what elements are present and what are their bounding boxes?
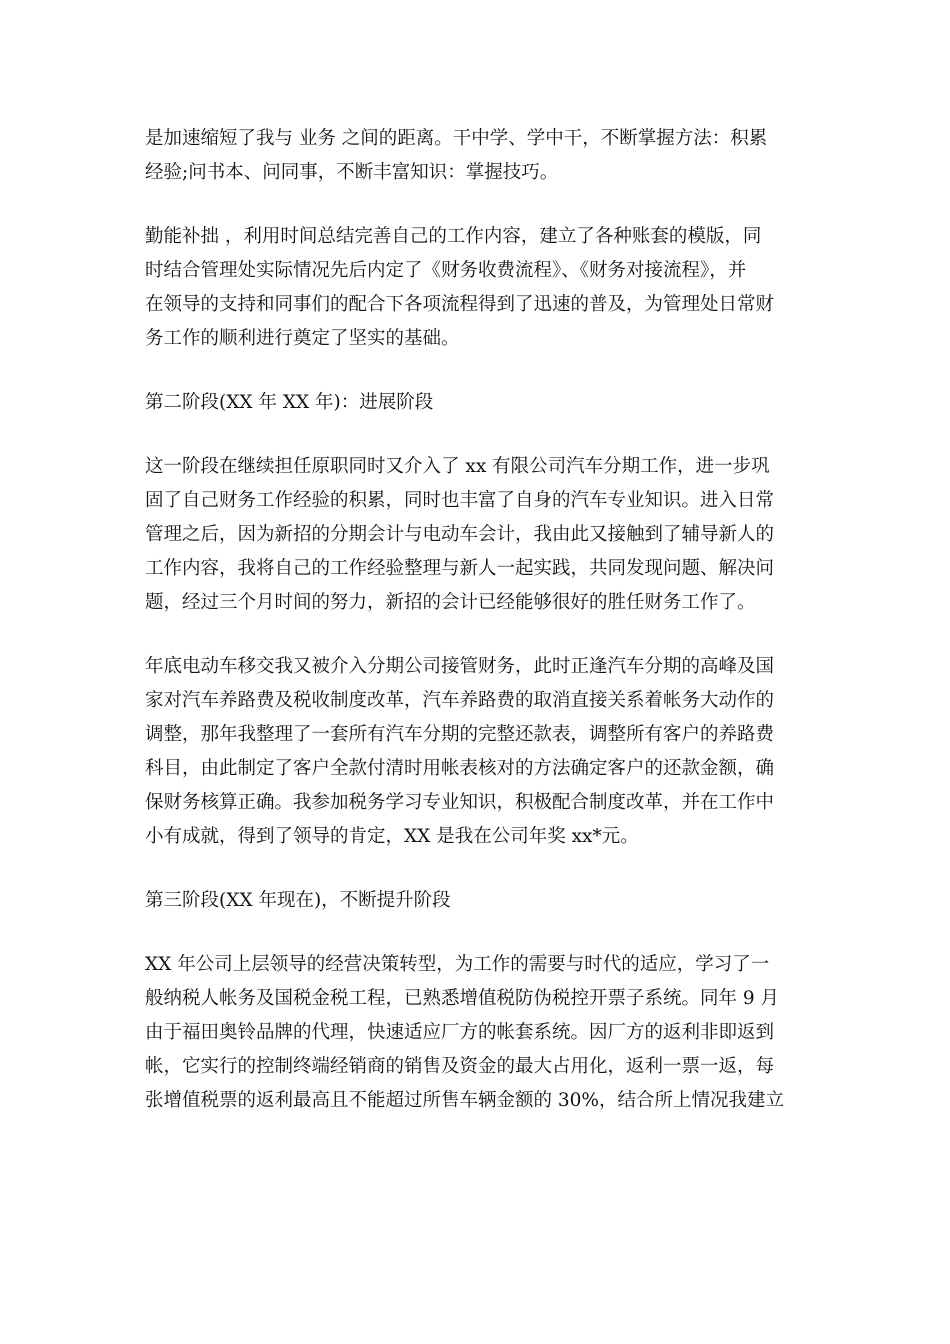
text-line: 务工作的顺利进行奠定了坚实的基础。 [145, 328, 460, 349]
text-line: 经验;问书本、问同事，不断丰富知识：掌握技巧。 [145, 162, 559, 183]
text-line: 帐，它实行的控制终端经销商的销售及资金的最大占用化，返利一票一返，每 [145, 1056, 775, 1077]
paragraph [145, 948, 810, 1118]
document-body [145, 122, 810, 1118]
text-line: 调整，那年我整理了一套所有汽车分期的完整还款表，调整所有客户的养路费 [145, 724, 775, 745]
text-line: XX 年公司上层领导的经营决策转型，为工作的需要与时代的适应，学习了一 [145, 954, 770, 975]
text-line: 年底电动车移交我又被介入分期公司接管财务，此时正逢汽车分期的高峰及国 [145, 656, 775, 677]
text-line: 第三阶段(XX 年现在)，不断提升阶段 [145, 890, 451, 911]
text-line: 这一阶段在继续担任原职同时又介入了 xx 有限公司汽车分期工作，进一步巩 [145, 456, 770, 477]
paragraph [145, 650, 810, 854]
paragraph [145, 220, 810, 356]
paragraph [145, 450, 810, 620]
text-line: 工作内容，我将自己的工作经验整理与新人一起实践，共同发现问题、解决问 [145, 558, 775, 579]
text-line: 题，经过三个月时间的努力，新招的会计已经能够很好的胜任财务工作了。 [145, 592, 756, 613]
section-heading [145, 884, 810, 918]
section-heading [145, 386, 810, 420]
text-line: 是加速缩短了我与 业务 之间的距离。干中学、学中干，不断掌握方法：积累 [145, 128, 768, 149]
text-line: 管理之后，因为新招的分期会计与电动车会计，我由此又接触到了辅导新人的 [145, 524, 775, 545]
text-line: 固了自己财务工作经验的积累，同时也丰富了自身的汽车专业知识。进入日常 [145, 490, 775, 511]
paragraph [145, 122, 810, 190]
text-line: 小有成就，得到了领导的肯定，XX 是我在公司年奖 xx*元。 [145, 826, 639, 847]
text-line: 张增值税票的返利最高且不能超过所售车辆金额的 30%，结合所上情况我建立 [145, 1090, 785, 1111]
text-line: 由于福田奥铃品牌的代理，快速适应厂方的帐套系统。因厂方的返利非即返到 [145, 1022, 775, 1043]
text-line: 般纳税人帐务及国税金税工程，已熟悉增值税防伪税控开票子系统。同年 9 月 [145, 988, 780, 1009]
text-line: 时结合管理处实际情况先后内定了《财务收费流程》、《财务对接流程》，并 [145, 260, 747, 281]
text-line: 第二阶段(XX 年 XX 年)：进展阶段 [145, 392, 434, 413]
text-line: 家对汽车养路费及税收制度改革，汽车养路费的取消直接关系着帐务大动作的 [145, 690, 775, 711]
text-line: 在领导的支持和同事们的配合下各项流程得到了迅速的普及，为管理处日常财 [145, 294, 775, 315]
text-line: 勤能补拙 ，利用时间总结完善自己的工作内容，建立了各种账套的模版，同 [145, 226, 762, 247]
text-line: 科目，由此制定了客户全款付清时用帐表核对的方法确定客户的还款金额，确 [145, 758, 775, 779]
text-line: 保财务核算正确。我参加税务学习专业知识，积极配合制度改革，并在工作中 [145, 792, 775, 813]
